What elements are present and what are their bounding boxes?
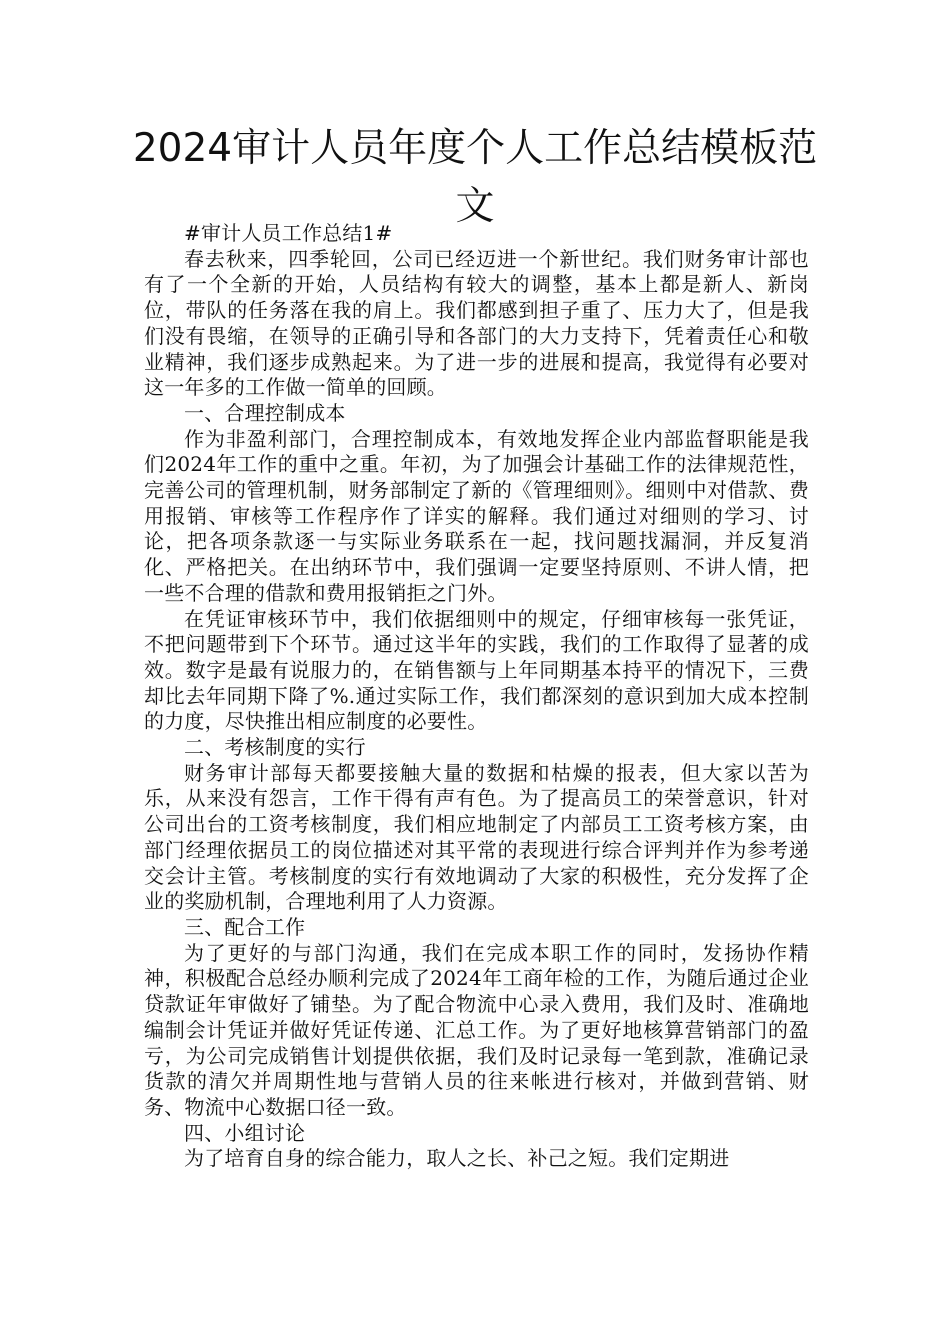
section-heading-3: 三、配合工作 bbox=[184, 914, 306, 939]
section-heading-1: 一、合理控制成本 bbox=[184, 400, 346, 425]
document-title: 2024审计人员年度个人工作总结模板范文 bbox=[132, 126, 818, 229]
section-4-paragraph: 为了培育自身的综合能力，取人之长、补己之短。我们定期进 bbox=[184, 1146, 730, 1171]
section-1-paragraph-2: 在凭证审核环节中，我们依据细则中的规定，仔细审核每一张凭证，不把问题带到下个环节。通过这半年的实践，我们的工作取得了显著的成效。数字是最有说服力的，在销售额与上年同期基本持平的情况下，三费却比去年同期下降了%.通过实际工作，我们都深刻的意识到加大成本控制的力度，尽快推出相应制度的必要性。 bbox=[144, 606, 809, 734]
section-marker: #审计人员工作总结1# bbox=[184, 221, 393, 245]
section-2-paragraph: 财务审计部每天都要接触大量的数据和枯燥的报表，但大家以苦为乐，从来没有怨言，工作干得有声有色。为了提高员工的荣誉意识，针对公司出台的工资考核制度，我们相应地制定了内部员工工资考核方案，由部门经理依据员工的岗位描述对其平常的表现进行综合评判并作为参考递交会计主管。考核制度的实行有效地调动了大家的积极性，充分发挥了企业的奖励机制，合理地利用了人力资源。 bbox=[144, 760, 809, 914]
section-heading-4: 四、小组讨论 bbox=[184, 1120, 306, 1145]
intro-paragraph: 春去秋来，四季轮回，公司已经迈进一个新世纪。我们财务审计部也有了一个全新的开始，人员结构有较大的调整，基本上都是新人、新岗位，带队的任务落在我的肩上。我们都感到担子重了、压力大了，但是我们没有畏缩，在领导的正确引导和各部门的大力支持下，凭着责任心和敬业精神，我们逐步成熟起来。为了进一步的进展和提高，我觉得有必要对这一年多的工作做一简单的回顾。 bbox=[144, 246, 809, 400]
section-3-paragraph: 为了更好的与部门沟通，我们在完成本职工作的同时，发扬协作精神，积极配合总经办顺利完成了2024年工商年检的工作，为随后通过企业贷款证年审做好了铺垫。为了配合物流中心录入费用，我们及时、准确地编制会计凭证并做好凭证传递、汇总工作。为了更好地核算营销部门的盈亏，为公司完成销售计划提供依据，我们及时记录每一笔到款，准确记录货款的清欠并周期性地与营销人员的往来帐进行核对，并做到营销、财务、物流中心数据口径一致。 bbox=[144, 940, 809, 1119]
section-heading-2: 二、考核制度的实行 bbox=[184, 735, 366, 760]
section-1-paragraph-1: 作为非盈利部门，合理控制成本，有效地发挥企业内部监督职能是我们2024年工作的重中之重。年初，为了加强会计基础工作的法律规范性，完善公司的管理机制，财务部制定了新的《管理细则》。细则中对借款、费用报销、审核等工作程序作了详实的解释。我们通过对细则的学习、讨论，把各项条款逐一与实际业务联系在一起，找问题找漏洞，并反复消化、严格把关。在出纳环节中，我们强调一定要坚持原则、不讲人情，把一些不合理的借款和费用报销拒之门外。 bbox=[144, 426, 809, 605]
document-body bbox=[144, 221, 809, 1172]
